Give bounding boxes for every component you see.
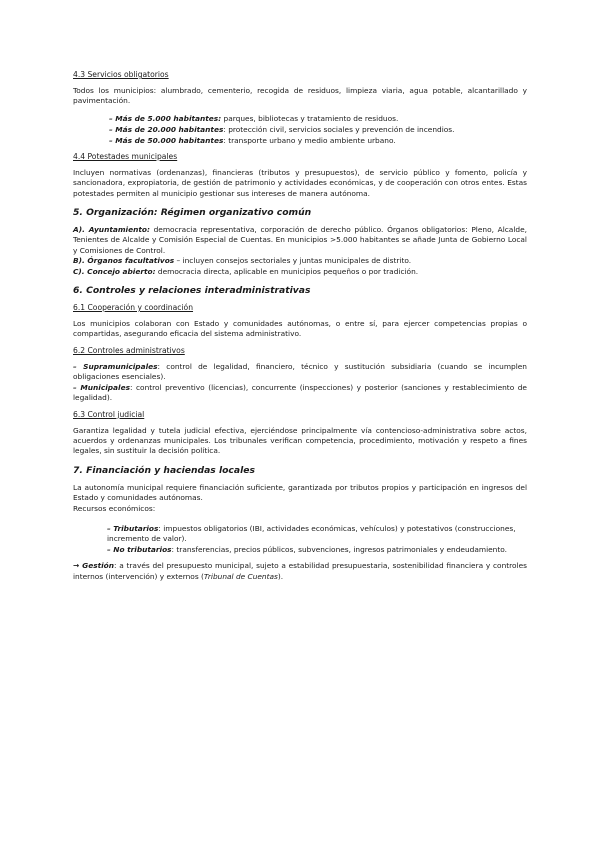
organos-paragraph [73,256,527,266]
concejo-text: democracia directa, aplicable en municipios pequeños o por tradición. [155,266,419,276]
bullet-text: : protección civil, servicios sociales y prevención de incendios. [223,124,455,134]
section-6-2-body [73,362,527,404]
section-6-3-title: 6.3 Control judicial [73,409,145,419]
section-6-heading: 6. Controles y relaciones interadministrativas [73,285,311,297]
section-6-2-title: 6.2 Controles administrativos [73,345,185,355]
list-item [109,135,527,146]
ayuntamiento-lead: A). Ayuntamiento: [73,225,150,235]
organos-text: – incluyen consejos sectoriales y juntas municipales de distrito. [174,256,412,266]
supramunicipales-lead: – Supramunicipales [73,361,158,371]
bullet-text: parques, bibliotecas y tratamiento de residuos. [221,113,399,123]
supramunicipales-text: : control de legalidad, financiero, técnico y sustitución subsidiaria (cuando se incumplen obligaciones esenciales). [73,361,527,382]
ayuntamiento-paragraph [73,225,527,256]
tributarios-lead: – Tributarios [107,523,159,533]
section-7-intro [73,483,527,514]
ayuntamiento-text: democracia representativa, corporación de derecho público. Órganos obligatorios: Pleno, Alcalde, Tenientes de Alcalde y Comisión Especial de Cuentas. En municipios >5.000 habitantes se añade Junta de Gobierno Local y Comisiones de Control. [73,225,527,255]
organos-lead: B). Órganos facultativos [73,256,175,266]
section-5-body [73,225,527,277]
population-services-list [73,113,527,146]
municipales-lead: – Municipales [73,382,130,392]
section-4-4-text: Incluyen normativas (ordenanzas), financieras (tributos y presupuestos), de servicio público y fomento, policía y sancionadora, expropiatoria, de gestión de patrimonio y actividades económicas, y de cooperación con otros entes. Estas potestades permiten al municipio gestionar sus intereses de manera autónoma. [73,167,527,198]
section-6-1-text: Los municipios colaboran con Estado y comunidades autónomas, o entre sí, para ejercer competencias propias o compartidas, asegurando eficacia del sistema administrativo. [73,319,527,339]
bullet-text: : transporte urbano y medio ambiente urbano. [223,135,396,145]
gestion-text: : a través del presupuesto municipal, sujeto a estabilidad presupuestaria, sostenibilidad financiera y controles internos (intervención) y externos ( [73,561,527,581]
section-4-3-intro: Todos los municipios: alumbrado, cementerio, recogida de residuos, limpieza viaria, agua potable, alcantarillado y pavimentación. [73,86,527,106]
bullet-lead: – Más de 20.000 habitantes [109,124,224,134]
bullet-lead: – Más de 5.000 habitantes: [109,113,222,123]
list-item [109,124,527,135]
section-4-3-title: 4.3 Servicios obligatorios [73,70,169,79]
section-4-4-title: 4.4 Potestades municipales [73,151,178,161]
tribunal-cuentas-text: Tribunal de Cuentas [203,571,278,581]
section-7-heading: 7. Financiación y haciendas locales [73,464,255,476]
bullet-lead: – Más de 50.000 habitantes [109,135,224,145]
list-item [109,113,527,124]
concejo-lead: C). Concejo abierto: [73,266,156,276]
concejo-paragraph [73,267,527,277]
list-item [107,545,527,555]
recursos-list [73,524,527,555]
section-7-text: La autonomía municipal requiere financiación suficiente, garantizada por tributos propios y participación en ingresos del Estado y comunidades autónomas. [73,482,527,503]
list-item [107,524,527,545]
municipales-paragraph [73,383,527,404]
supramunicipales-paragraph [73,362,527,383]
section-6-1-title: 6.1 Cooperación y coordinación [73,303,194,313]
tributarios-text: : impuestos obligatorios (IBI, actividades económicas, vehículos) y potestativos (construcciones, incremento de valor). [107,523,516,544]
section-6-3-text: Garantiza legalidad y tutela judicial efectiva, ejerciéndose principalmente vía contencioso-administrativa sobre actos, acuerdos y ordenanzas municipales. Los tribunales verifican competencia, procedimiento, motivación y respeto a fines legales, sin sustituir la decisión política. [73,425,527,456]
no-tributarios-text: : transferencias, precios públicos, subvenciones, ingresos patrimoniales y endeudamiento. [171,544,507,554]
gestion-end: ). [277,571,284,581]
recursos-label: Recursos económicos: [73,503,156,513]
no-tributarios-lead: – No tributarios [107,544,172,554]
section-5-heading: 5. Organización: Régimen organizativo común [73,207,312,219]
gestion-paragraph [73,561,527,582]
municipales-text: : control preventivo (licencias), concurrente (inspecciones) y posterior (sanciones y restablecimiento de legalidad). [73,382,527,403]
gestion-lead: → Gestión [73,561,115,571]
